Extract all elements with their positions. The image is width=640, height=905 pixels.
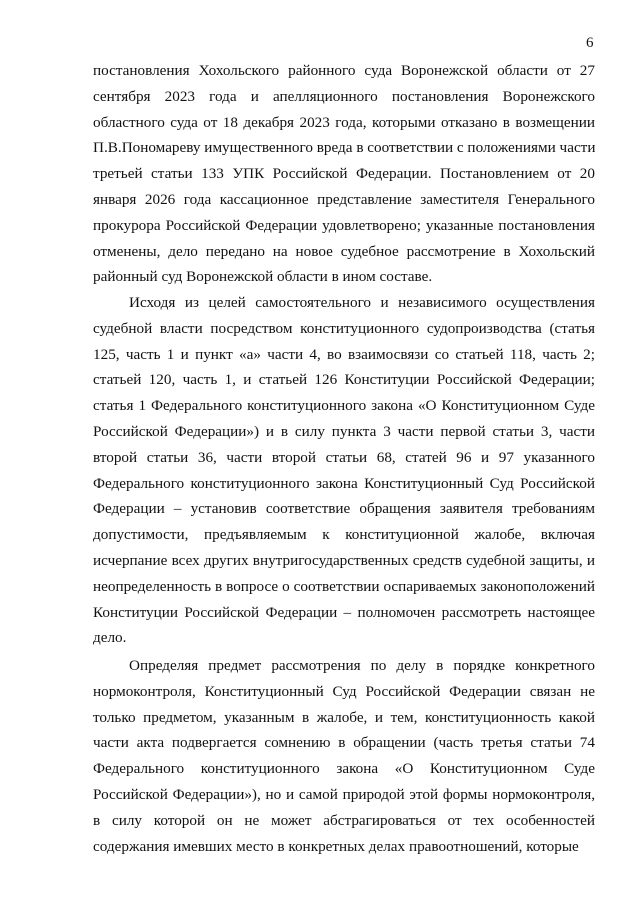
text-line: прокурора Российской Федерации удовлетворено; указанные постановления	[93, 216, 595, 234]
text-line: содержания имевших место в конкретных делах правоотношений, которые	[93, 837, 579, 855]
text-line: Российской Федерации»), но и самой природой этой формы нормоконтроля,	[93, 785, 595, 803]
text-line: постановления Хохольского районного суда Воронежской области от 27	[93, 62, 595, 79]
text-line: нормоконтроля, Конституционный Суд Российской Федерации связан не	[93, 682, 595, 700]
text-line: Федерации – установив соответствие обращения заявителя требованиям	[93, 500, 595, 518]
text-line: 125, часть 1 и пункт «а» части 4, во взаимосвязи со статьей 118, часть 2;	[93, 345, 595, 363]
text-line: районный суд Воронежской области в ином составе.	[93, 268, 433, 286]
text-line: только предметом, указанным в жалобе, и тем, конституционность какой	[93, 708, 595, 726]
text-line: дело.	[93, 629, 127, 647]
text-line: исчерпание всех других внутригосударственных средств судебной защиты, и	[93, 551, 595, 569]
text-line: в силу которой он не может абстрагироваться от тех особенностей	[93, 811, 595, 829]
text-line: Российской Федерации») и в силу пункта 3 части первой статьи 3, части	[93, 422, 595, 440]
text-line: сентября 2023 года и апелляционного постановления Воронежского	[93, 87, 595, 105]
page-number: 6	[586, 35, 594, 51]
text-line: января 2026 года кассационное представление заместителя Генерального	[93, 190, 595, 208]
paragraph-2	[93, 290, 595, 651]
text-line: судебной власти посредством конституционного судопроизводства (статья	[93, 319, 595, 337]
paragraph-1	[93, 58, 595, 290]
text-line: третьей статьи 133 УПК Российской Федерации. Постановлением от 20	[93, 165, 595, 183]
text-line: Федерального конституционного закона Конституционный Суд Российской	[93, 474, 595, 492]
text-line: отменены, дело передано на новое судебное рассмотрение в Хохольский	[93, 242, 595, 260]
text-line: допустимости, предъявляемым к конституционной жалобе, включая	[93, 526, 595, 544]
text-line: Федерального конституционного закона «О Конституционном Суде	[93, 760, 595, 778]
text-line: П.В.Пономареву имущественного вреда в соответствии с положениями части	[93, 139, 595, 157]
text-line: неопределенность в вопросе о соответствии оспариваемых законоположений	[93, 577, 595, 595]
text-line: Исходя из целей самостоятельного и независимого осуществления	[129, 294, 595, 311]
text-line: статьей 120, часть 1, и статьей 126 Конституции Российской Федерации;	[93, 371, 595, 389]
text-line: статья 1 Федерального конституционного закона «О Конституционном Суде	[93, 397, 595, 415]
text-line: Определяя предмет рассмотрения по делу в порядке конкретного	[129, 657, 595, 674]
paragraph-3	[93, 653, 595, 859]
text-line: Конституции Российской Федерации – полномочен рассмотреть настоящее	[93, 603, 595, 621]
text-line: областного суда от 18 декабря 2023 года, которыми отказано в возмещении	[93, 113, 595, 131]
text-line: части акта подвергается сомнению в обращении (часть третья статьи 74	[93, 734, 595, 752]
text-line: второй статьи 36, части второй статьи 68, статей 96 и 97 указанного	[93, 448, 595, 466]
